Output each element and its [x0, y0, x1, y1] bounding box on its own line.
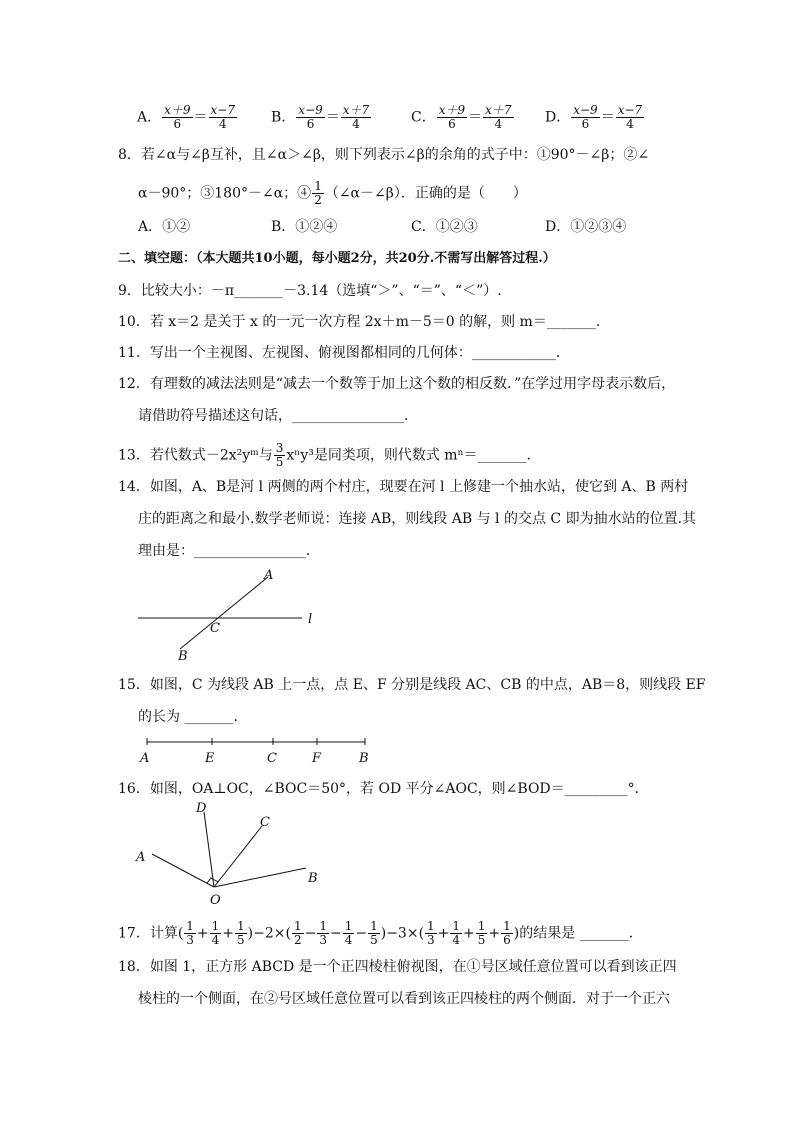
q14-line1: 14．如图，A、B是河 l 两侧的两个村庄，现要在河 l 上修建一个抽水站，使它到 A、B 两村: [118, 479, 689, 495]
q7-option-d: D． $\frac{x-9}{6}$ ＝ $\frac{x-7}{4}$: [545, 103, 643, 131]
q16-figure: [130, 798, 340, 910]
q8-line2: α－90°；③180°－∠α；④ $\frac{1}{2}$ （∠α－∠β）．正确的是（ ）: [138, 179, 527, 207]
label-e: E: [205, 751, 215, 766]
q7-option-a: A． $\frac{x+9}{6}$ ＝ $\frac{x-7}{4}$: [137, 103, 235, 131]
ray-ob: [214, 868, 306, 887]
q17: 17．计算( $\frac{1}{3}$ + $\frac{1}{4}$ + $\frac{1}{5}$ )−2×( $\frac{1}{2}$ − $\frac{1}{3}$ − $\frac{1}{4}$ − $\frac{1}{5}$ )−3×( $\frac{1}{3}$ + $\frac{1}{4}$ + $\frac{1}{5}$ + $\frac{1}{6}$ )的结果是 _______．: [118, 919, 643, 947]
q7-option-b: B． $\frac{x-9}{6}$ ＝ $\frac{x+7}{4}$: [271, 103, 370, 131]
q18-line1: 18．如图 1，正方形 ABCD 是一个正四棱柱俯视图，在①号区域任意位置可以看到该正四: [118, 959, 677, 975]
q11: 11．写出一个主视图、左视图、俯视图都相同的几何体：____________．: [118, 345, 570, 361]
ray-oc: [214, 826, 262, 887]
label-o: O: [210, 893, 221, 908]
q8-option-c: C．①②③: [411, 219, 478, 235]
label-c: C: [267, 751, 277, 766]
q14-figure: [130, 565, 330, 665]
label-a: A: [136, 850, 146, 865]
right-angle-mark: [207, 878, 218, 883]
q8-option-a: A．①②: [138, 219, 191, 235]
q12-line1: 12．有理数的减法法则是“减去一个数等于加上这个数的相反数．”在学过用字母表示数后，: [118, 376, 676, 392]
q8-option-b: B．①②④: [271, 219, 338, 235]
q9: 9．比较大小：－π_______－3.14（选填“＞”、“＝”、“＜”）.: [118, 283, 502, 299]
ray-oa: [152, 854, 214, 887]
label-c: C: [210, 621, 220, 636]
q15-figure: [135, 733, 385, 767]
q12-line2: 请借助符号描述这句话，________________．: [138, 408, 418, 424]
q10: 10．若 x＝2 是关于 x 的一元一次方程 2x＋m－5＝0 的解，则 m＝_______．: [118, 314, 610, 330]
label-f: F: [312, 751, 322, 766]
label-b: B: [178, 649, 188, 664]
label-a: A: [264, 568, 274, 583]
q13: 13．若代数式－2x²yᵐ与 $\frac{3}{5}$ xⁿy³是同类项，则代数式 mⁿ＝_______．: [118, 441, 541, 469]
label-c: C: [260, 815, 270, 830]
label-d: D: [196, 801, 207, 816]
q15-line1: 15．如图，C 为线段 AB 上一点，点 E、F 分别是线段 AC、CB 的中点，AB＝8，则线段 EF: [118, 677, 706, 693]
section-heading: 二、填空题：（本大题共10小题，每小题2分，共20分.不需写出解答过程.）: [118, 251, 556, 266]
q8-line1: 8．若∠α与∠β互补，且∠α＞∠β，则下列表示∠β的余角的式子中：①90°－∠β；②∠: [118, 147, 650, 163]
segment-ab: [180, 577, 268, 649]
label-a: A: [140, 751, 150, 766]
q16-line1: 16．如图，OA⊥OC，∠BOC＝50°，若 OD 平分∠AOC，则∠BOD＝_________°．: [118, 781, 649, 797]
label-b: B: [359, 751, 369, 766]
ray-od: [204, 812, 214, 887]
q18-line2: 棱柱的一个侧面，在②号区域任意位置可以看到该正四棱柱的两个侧面．对于一个正六: [138, 991, 670, 1007]
q14-line3: 理由是：________________．: [138, 543, 320, 559]
q15-line2: 的长为 _______．: [138, 709, 248, 725]
q8-option-d: D．①②③④: [545, 219, 627, 235]
q7-option-c: C． $\frac{x+9}{6}$ ＝ $\frac{x+7}{4}$: [411, 103, 512, 131]
label-l: l: [308, 612, 313, 627]
label-b: B: [308, 871, 318, 886]
q14-line2: 庄的距离之和最小.数学老师说：连接 AB，则线段 AB 与 l 的交点 C 即为抽水站的位置.其: [138, 511, 697, 527]
